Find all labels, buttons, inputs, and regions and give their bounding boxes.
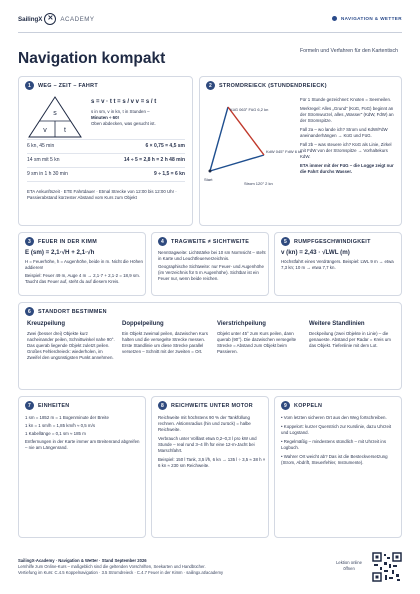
- card-heading: [19, 233, 145, 246]
- list-item: • Wahrer Ort weicht ab? Das ist die Besteckversetzung (Strom, Abdrift, Steuerfehler, Instrumente).: [281, 454, 388, 465]
- unit-line-3: Oben abdecken, was gesucht ist.: [91, 121, 156, 126]
- footer: [18, 558, 318, 575]
- note: Reichweite mit höchstens 90 % der Tankfüllung rechnen. Aktionsradius (hin und zurück) = halbe Reichweite.: [158, 415, 251, 432]
- example-row: [27, 171, 185, 177]
- formula: E (sm) = 2,1·√H + 2,1·√h: [25, 249, 95, 256]
- example-left: 6 kn, 45 min: [27, 143, 55, 149]
- top-bar: [18, 13, 402, 29]
- header-divider: [18, 32, 402, 33]
- tri-t-label: t: [64, 127, 66, 134]
- method-body: Ein Objekt zweimal peilen, dazwischen Kurs halten und die versegelte Strecke messen. Erste Standlinie um diese Strecke parallel versetzen – Schnitt mit der zweiten = Ort.: [122, 331, 208, 354]
- footer-line[interactable]: Vertiefung im Kurs: C.4.5 Koppelnavigation · 3.5 Stromdreieck · C.4.7 Feuer in der Kimm · sailingx.at/academy: [18, 569, 224, 575]
- card-einheiten: [18, 396, 146, 538]
- unit-line: 1 Kabellänge = 0,1 sm ≈ 185 m: [25, 431, 86, 436]
- card-number: 5: [281, 237, 290, 246]
- unit-line-1: s in sm, v in kn, t in Stunden –: [91, 109, 150, 114]
- note: Merkregel: Alles „Grund“ (KüG, FüG) beginnt an der Stromwurzel, alles „Wasser“ (KdW, FdW) an der Stromspitze.: [300, 106, 394, 123]
- page-subtitle: Formeln und Verfahren für den Kartentisch: [299, 48, 398, 54]
- start-point: [209, 170, 212, 173]
- example-row: [27, 143, 185, 149]
- swt-triangle-icon: [27, 95, 83, 139]
- swt-units: [91, 109, 156, 127]
- section-tag: [332, 16, 402, 21]
- example-left: 14 sm mit 5 kn: [27, 157, 60, 163]
- card-title: TRAGWEITE ≠ SICHTWEITE: [171, 238, 250, 245]
- card-heading: [275, 397, 401, 410]
- note: Nenntragweite: Lichtstärke bei 10 sm Normsicht – steht in Karte und Leuchtfeuerverzeichnis.: [158, 250, 266, 261]
- card-body: [25, 250, 143, 285]
- note: Verbrauch unter Volllast etwa 0,2–0,3 l pro kW und Stunde – real rund 3–4 l/h für eine 12-m-Jacht bei Marschfahrt.: [158, 436, 257, 453]
- tag-dot-icon: [332, 16, 337, 21]
- card-feuer-kimm: [18, 232, 146, 296]
- card-body: [25, 415, 143, 451]
- card-title: REICHWEITE UNTER MOTOR: [171, 402, 253, 409]
- method-column: [27, 321, 115, 361]
- qr-label: Lektion online öffnen: [336, 560, 362, 571]
- list-item-text: Wahrer Ort weicht ab? Das ist die Besteckversetzung (Strom, Abdrift, Steuerfehler, Instrumente).: [281, 454, 388, 465]
- method-body: Deckpeilung (zwei Objekte in Linie) – die genaueste. Abstand per Radar = Kreis um das Objekt. Tiefenlinie mit dem Lot.: [309, 331, 391, 348]
- example-right: 6 × 0,75 = 4,5 sm: [145, 143, 185, 149]
- unit-line: 1 sm = 1852 m = 1 Bogenminute der Breite: [25, 415, 109, 420]
- method-body: Zwei (besser drei) Objekte kurz nacheinander peilen, Schnittwinkel nahe 90°. Das querab liegende Objekt zuletzt peilen. Großes Fehlerdreieck: wiederholen, im Zweifel den ungünstigsten Punkt annehmen.: [27, 331, 115, 360]
- card-title: RUMPFGESCHWINDIGKEIT: [294, 238, 371, 245]
- brand-x-icon: ✕: [44, 13, 56, 25]
- note: Beispiel: 150 l Tank, 3,5 l/h, 6 kn → 135 l ÷ 3,5 ≈ 38 h × 6 kn ≈ 230 sm Reichweite.: [158, 457, 266, 468]
- qr-code-icon[interactable]: [372, 552, 402, 582]
- current-notes: [300, 97, 398, 175]
- list-item: • Vom letzten sicheren Ort aus den Weg fortschreiben.: [281, 415, 387, 420]
- kug-vector: [210, 107, 228, 171]
- list-item-text: Koppelort: kurzer Querstrich zur Kurslinie, dazu Uhrzeit und Logstand.: [281, 424, 392, 435]
- card-weg-zeit-fahrt: [18, 76, 193, 226]
- card-number: 9: [281, 401, 290, 410]
- card-title: STANDORT BESTIMMEN: [38, 308, 107, 315]
- card-number: 7: [25, 401, 34, 410]
- card-koppeln: [274, 396, 402, 538]
- card-title: KOPPELN: [294, 402, 323, 409]
- card-body: [281, 250, 399, 271]
- kdw-label: KdW 045° FdW 6 kn: [266, 149, 303, 154]
- method-column: [122, 321, 210, 355]
- note: ETA immer mit der FüG – die Logge zeigt nur die Fahrt durchs Wasser.: [300, 163, 394, 174]
- note: H = Feuerhöhe, h = Augenhöhe, beide in m. Nicht die Höhen addieren!: [25, 259, 143, 270]
- card-heading: [200, 77, 401, 90]
- card-body: [281, 415, 399, 466]
- footer-line: Lernhilfe zum Online-Kurs – maßgeblich sind die geltenden Vorschriften, Seekarten und Handbücher.: [18, 563, 206, 569]
- example-right: 14 ÷ 5 = 2,8 h = 2 h 48 min: [123, 157, 185, 163]
- unit-line-2: Minuten ÷ 60!: [91, 115, 120, 120]
- current-triangle-diagram: [204, 95, 303, 205]
- list-item: • Koppelort: kurzer Querstrich zur Kurslinie, dazu Uhrzeit und Logstand.: [281, 424, 392, 435]
- card-title: WEG – ZEIT – FAHRT: [38, 82, 98, 89]
- example-row: [27, 157, 185, 163]
- card-number: 8: [158, 401, 167, 410]
- list-item-text: Regelmäßig – mindestens stündlich – mit Uhrzeit ins Logbuch.: [281, 439, 387, 450]
- note: Geographische Sichtweite: nur Feuer- und Augenhöhe (im Verzeichnis für 5 m Augenhöhe). Sichtbar ist ein Feuer nur, wenn beide reichen.: [158, 264, 264, 281]
- list-item: • Regelmäßig – mindestens stündlich – mit Uhrzeit ins Logbuch.: [281, 439, 387, 450]
- kdw-vector: [210, 155, 264, 171]
- card-stromdreieck: [199, 76, 402, 226]
- tri-v-label: v: [43, 127, 47, 134]
- unit-line: Entfernungen in der Karte immer am Breitenrand abgreifen – nie am Längenrand.: [25, 439, 140, 450]
- method-body: Objekt unter 45° zum Kurs peilen, dann querab (90°). Die dazwischen versegelte Strecke = Abstand zum Objekt beim Passieren.: [217, 331, 297, 354]
- footer-line: SailingX-Academy · Navigation & Wetter · Stand September 2026: [18, 558, 147, 563]
- swt-formula: s = v · t t = s / v v = s / t: [91, 99, 157, 105]
- divider: [27, 181, 185, 182]
- method-title: Weitere Standlinien: [309, 321, 365, 327]
- note: Für 1 Stunde gezeichnet: Knoten = Seemeilen.: [300, 97, 392, 102]
- list-item-text: Vom letzten sicheren Ort aus den Weg fortschreiben.: [283, 415, 387, 420]
- divider: [27, 139, 185, 140]
- strom-label: Strom 120° 2 kn: [244, 181, 273, 186]
- card-heading: [19, 77, 192, 90]
- method-title: Doppelpeilung: [122, 321, 164, 327]
- card-heading: [152, 397, 268, 410]
- card-number: 2: [206, 81, 215, 90]
- page-title: Navigation kompakt: [18, 50, 166, 67]
- card-number: 6: [25, 307, 34, 316]
- method-title: Kreuzpeilung: [27, 321, 66, 327]
- card-title: STROMDREIECK (STUNDENDREIECK): [219, 82, 327, 89]
- card-number: 1: [25, 81, 34, 90]
- card-body: [158, 415, 266, 469]
- note: Fall 2a – wo lande ich? Strom und KdW/FdW aneinanderhängen → KüG und FüG.: [300, 127, 388, 138]
- card-tragweite: [151, 232, 269, 296]
- brand-logo[interactable]: [18, 13, 95, 25]
- method-column: [217, 321, 305, 355]
- card-heading: [152, 233, 268, 246]
- divider: [27, 153, 185, 154]
- card-standort: [18, 302, 402, 390]
- card-number: 4: [158, 237, 167, 246]
- card-heading: [19, 303, 401, 316]
- card-rumpfgeschwindigkeit: [274, 232, 402, 296]
- method-column: [309, 321, 397, 349]
- note: Fall 2b – was steuere ich? KüG als Linie, Zirkel mit FdW von der Stromspitze → Vorhaltekurs KdW.: [300, 142, 392, 159]
- note: Höchstfahrt eines Verdrängers. Beispiel: LWL 9 m → etwa 7,3 kn; 10 m → etwa 7,7 kn.: [281, 259, 394, 270]
- card-title: EINHEITEN: [38, 402, 70, 409]
- tri-s-label: s: [53, 110, 57, 117]
- eta-definitions: ETA Ankunftszeit · ETE Fahrtdauer · Etmal Strecke von 12:00 bis 12:00 Uhr · Passierabstand kürzester Abstand vom Kurs zum Objekt: [27, 189, 177, 200]
- card-reichweite: [151, 396, 269, 538]
- brand-sub: ACADEMY: [60, 15, 95, 23]
- strom-vector: [228, 107, 264, 155]
- divider: [27, 167, 185, 168]
- unit-line: 1 kn = 1 sm/h = 1,85 km/h ≈ 0,5 m/s: [25, 423, 96, 428]
- start-label: Start: [204, 177, 213, 182]
- example-left: 9 sm in 1 h 30 min: [27, 171, 68, 177]
- card-number: 3: [25, 237, 34, 246]
- card-title: FEUER IN DER KIMM: [38, 238, 98, 245]
- formula: v (kn) = 2,43 · √LWL (m): [281, 249, 350, 256]
- section-tag-label: NAVIGATION & WETTER: [340, 16, 402, 21]
- card-heading: [19, 397, 145, 410]
- kug-label: KüG 063° FüG 6,2 kn: [230, 107, 269, 112]
- brand-name: SailingX: [18, 15, 43, 23]
- card-body: [158, 250, 266, 282]
- card-heading: [275, 233, 401, 246]
- note: Beispiel: Feuer 49 m, Auge 4 m → 2,1·7 + 2,1·2 = 18,9 sm. Taucht das Feuer auf, steht du auf diesem Kreis.: [25, 273, 140, 284]
- example-right: 9 ÷ 1,5 = 6 kn: [154, 171, 185, 177]
- method-title: Vierstrichpeilung: [217, 321, 266, 327]
